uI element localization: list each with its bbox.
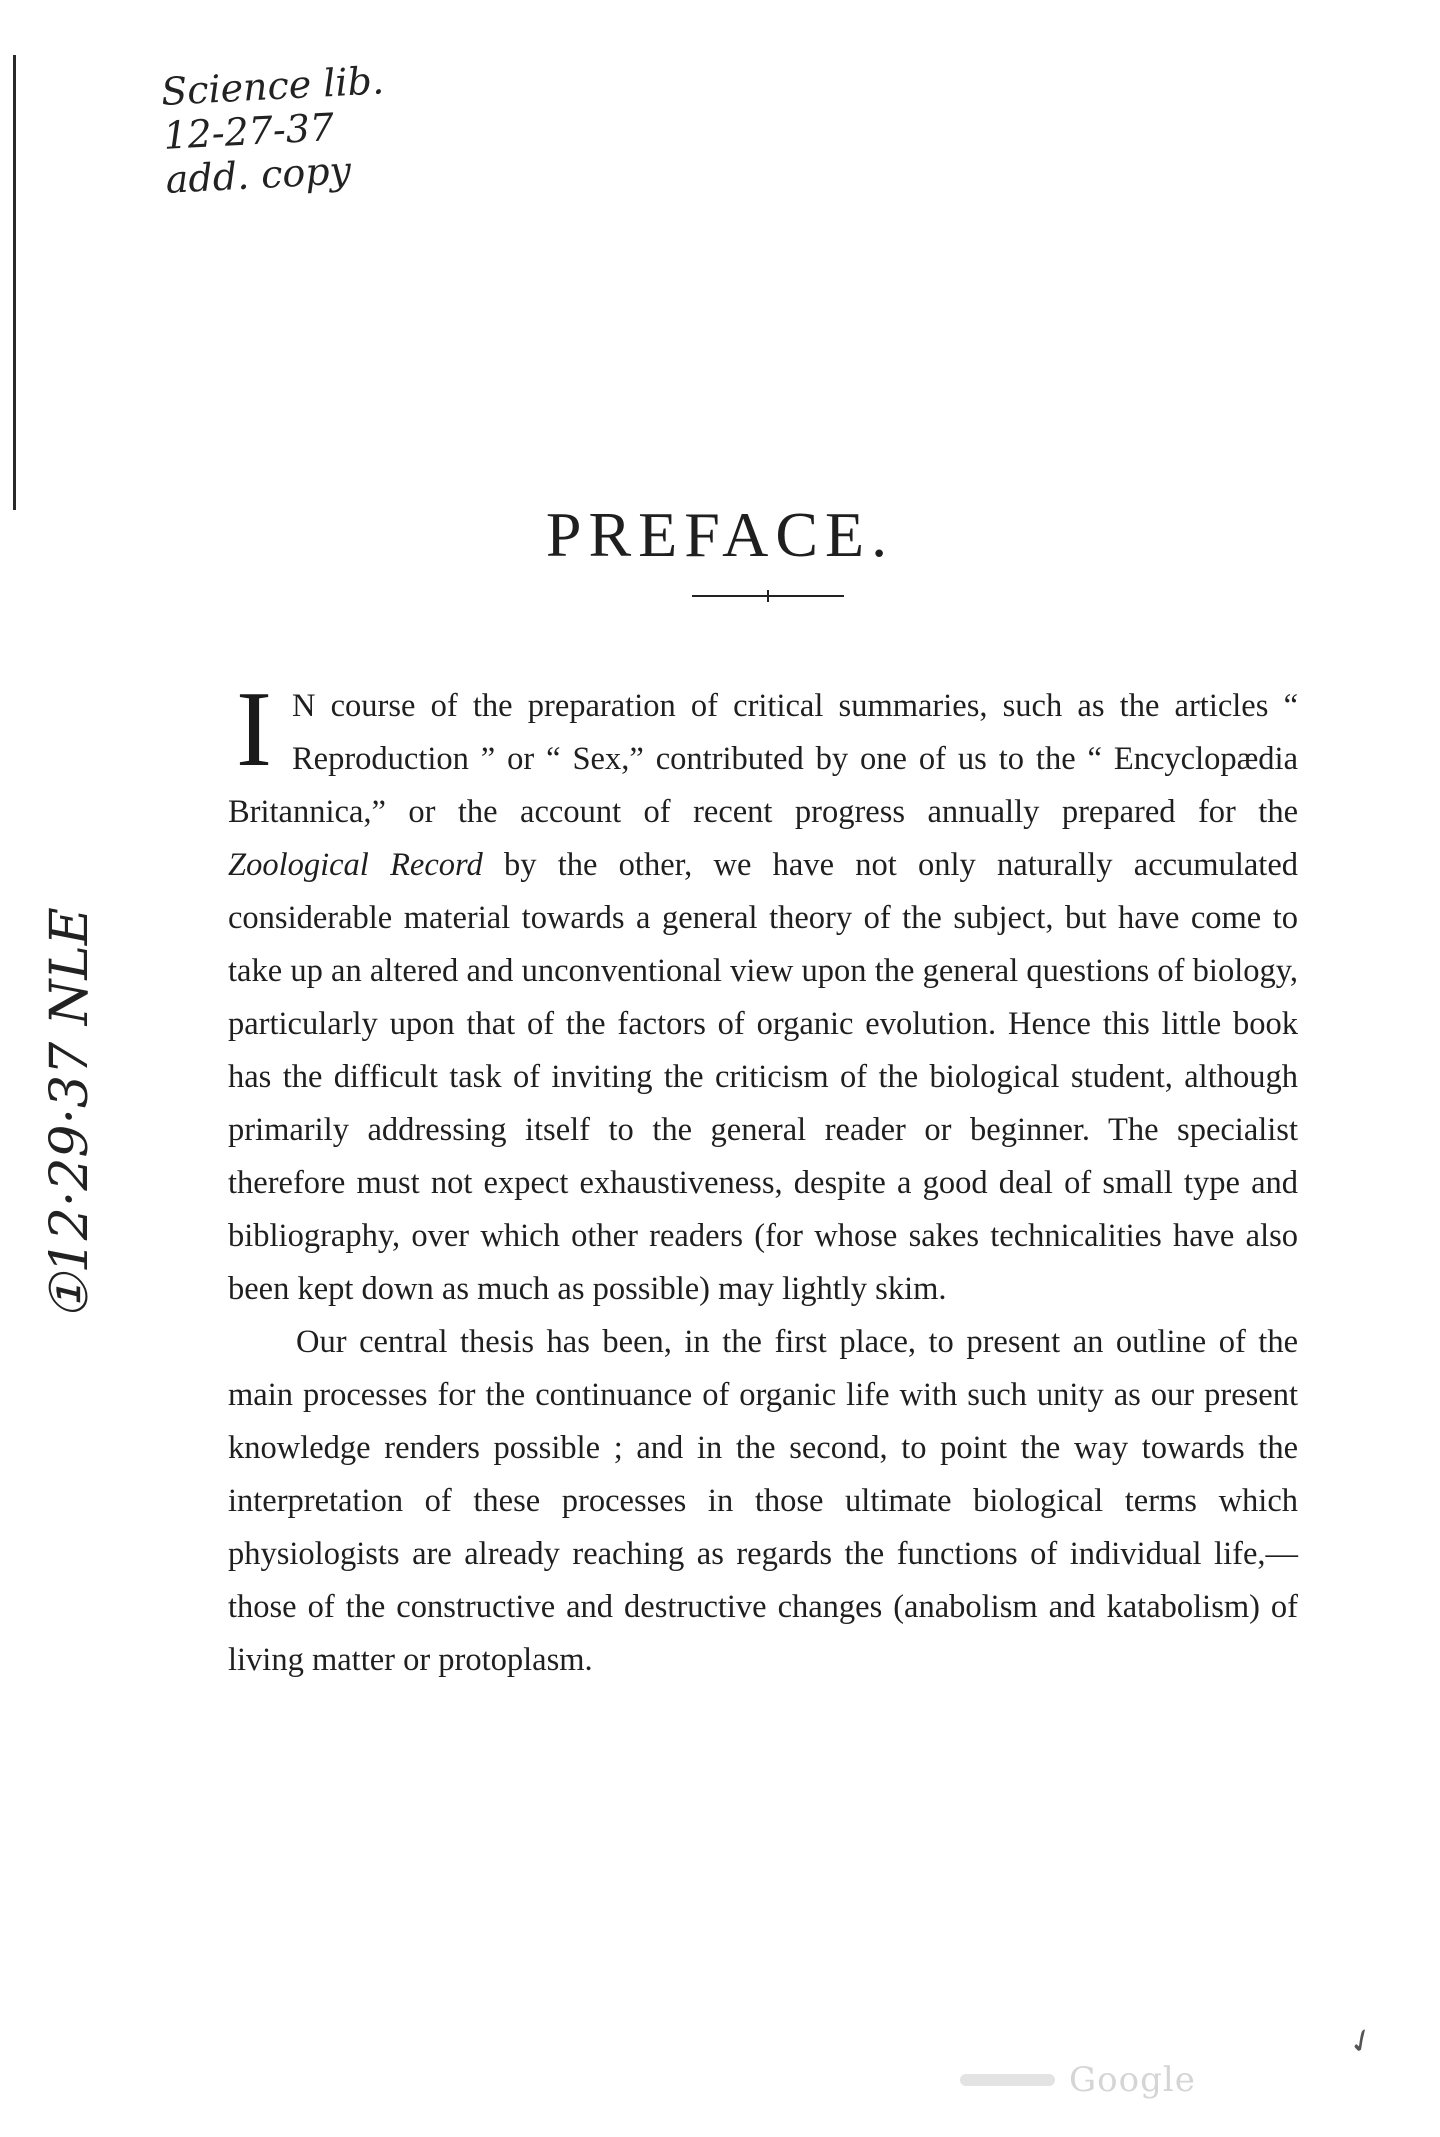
preface-body: [228, 670, 1298, 1687]
handwritten-acquisition-note: [160, 58, 390, 201]
handwritten-call-number: ①12·29·37 NLE: [40, 907, 100, 1320]
watermark-text: Google: [1069, 2060, 1196, 2100]
paragraph-text: N course of the preparation of critical summaries, such as the articles “ Reproduction ” or “ Sex,” contributed by one of us to the “ Encyclopædia Britannica,” or the account of recent progress annually prepared for the: [228, 688, 1298, 830]
watermark-bar: [960, 2074, 1055, 2086]
journal-title: Zoological Record: [228, 847, 483, 883]
handwritten-note-line: add. copy: [164, 148, 353, 202]
paragraph-text: by the other, we have not only naturally accumulated considerable material towards a general theory of the subject, but have come to take up an altered and unconventional view upon the general questions of biology, particularly upon that of the factors of organic evolution. Hence this little book has the difficult task of inviting the criticism of the biological student, although primarily addressing itself to the general reader or beginner. The specialist therefore must not expect exhaustiveness, despite a good deal of small type and bibliography, over which other readers (for whose sakes technicalities have also been kept down as much as possible) may lightly skim.: [228, 847, 1298, 1307]
drop-cap: I: [236, 670, 272, 789]
pencil-mark: ✓: [1341, 2019, 1382, 2063]
paragraph: [228, 670, 1298, 1316]
handwritten-note-line: Science lib.: [160, 58, 385, 114]
paragraph: Our central thesis has been, in the first place, to present an outline of the main processes for the continuance of organic life with such unity as our present knowledge renders possible ; and in the second, to point the way towards the interpretation of these processes in those ultimate biological terms which physiologists are already reaching as regards the functions of individual life,—those of the constructive and destructive changes (anabolism and katabolism) of living matter or protoplasm.: [228, 1324, 1298, 1678]
title-ornament-rule: [692, 589, 844, 603]
page-title: PREFACE.: [545, 498, 895, 570]
digitizer-watermark: [960, 2060, 1196, 2100]
handwritten-note-line: 12-27-37: [162, 105, 336, 158]
binding-edge-line: [13, 55, 16, 510]
